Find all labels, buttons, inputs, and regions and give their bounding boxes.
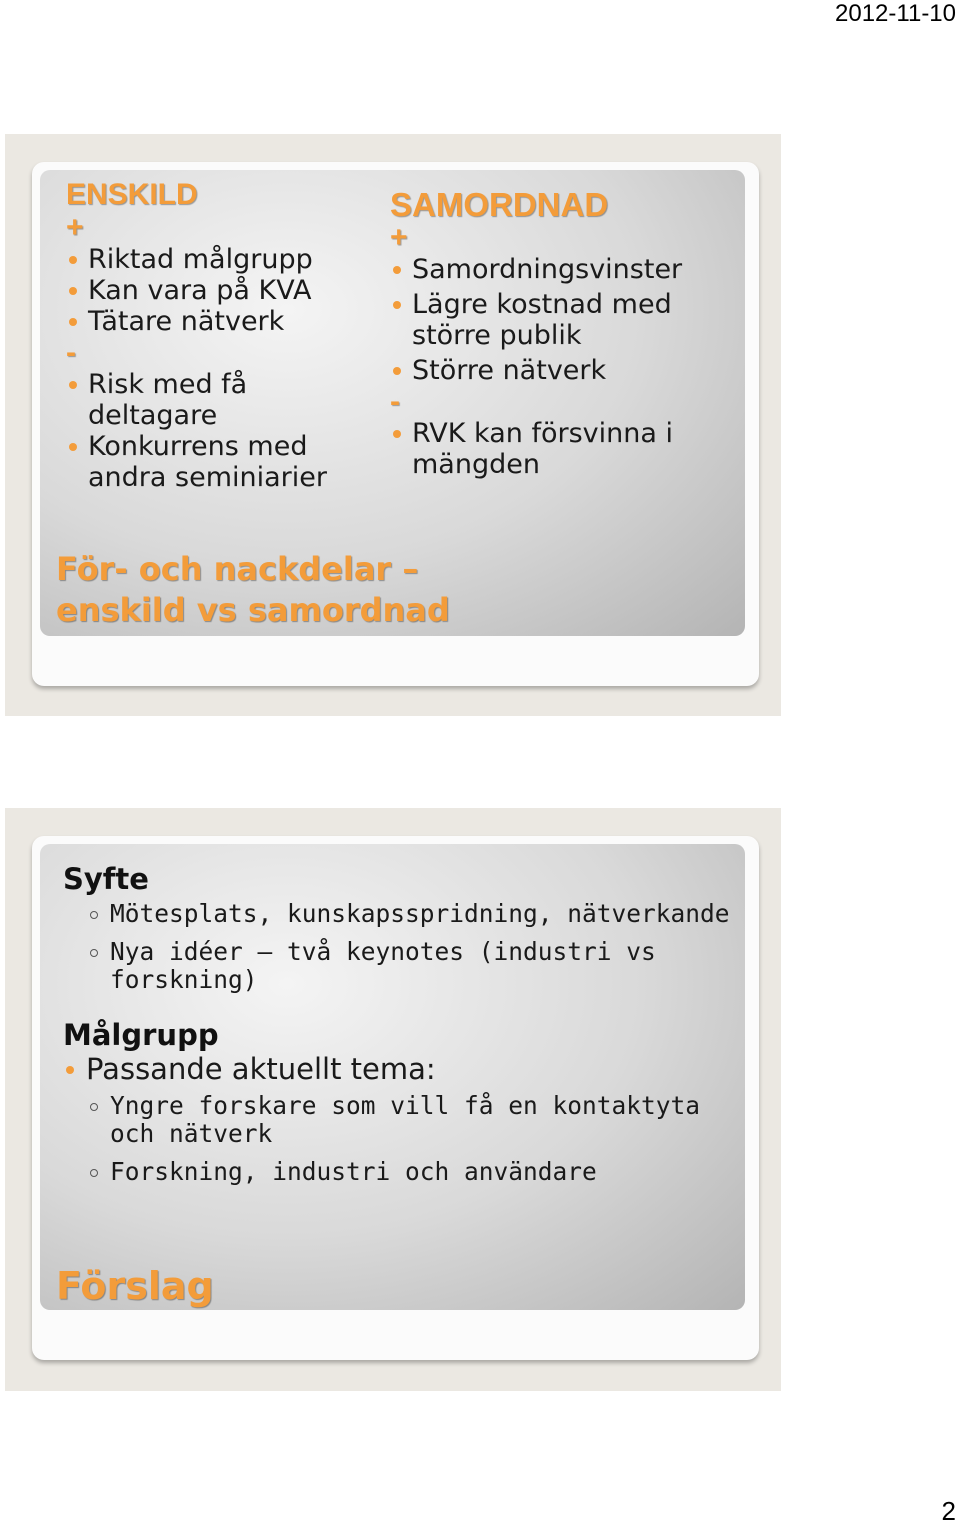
page-number: 2 xyxy=(941,1496,956,1526)
syfte-heading: Syfte xyxy=(63,862,149,896)
enskild-cons xyxy=(66,369,366,493)
list-item: Lägre kostnad med större publik xyxy=(390,289,730,351)
enskild-heading: ENSKILD xyxy=(66,178,198,211)
enskild-minus: - xyxy=(66,336,76,369)
slide-1-title xyxy=(56,549,576,631)
slide-2-card xyxy=(32,836,759,1360)
list-item: Yngre forskare som vill få en kontaktyta och nätverk xyxy=(63,1092,733,1148)
samordnad-pros xyxy=(390,254,730,386)
list-item: Risk med få deltagare xyxy=(66,369,366,431)
malgrupp-heading: Målgrupp xyxy=(63,1018,219,1052)
enskild-column xyxy=(66,178,366,493)
list-item: Riktad målgrupp xyxy=(66,244,366,275)
list-item: Mötesplats, kunskapsspridning, nätverkande xyxy=(63,900,733,928)
list-item: Tätare nätverk xyxy=(66,306,366,337)
enskild-pros xyxy=(66,244,366,337)
list-item: Kan vara på KVA xyxy=(66,275,366,306)
slide-2-title: Förslag xyxy=(56,1264,214,1308)
slide-1-title-line-1: För- och nackdelar – xyxy=(56,550,419,588)
list-item: Nya idéer – två keynotes (industri vs forskning) xyxy=(63,938,733,994)
malgrupp-list xyxy=(63,1092,733,1186)
slide-2-panel xyxy=(40,844,745,1310)
enskild-plus: + xyxy=(66,211,84,244)
slide-1-card xyxy=(32,162,759,686)
syfte-list xyxy=(63,900,733,994)
slide-1-panel xyxy=(40,170,745,636)
samordnad-cons xyxy=(390,418,730,480)
malgrupp-bullets xyxy=(63,1052,733,1086)
slide-1 xyxy=(5,134,781,716)
list-item: Samordningsvinster xyxy=(390,254,730,285)
list-item: Konkurrens med andra seminiarier xyxy=(66,431,366,493)
samordnad-plus: + xyxy=(390,221,408,254)
samordnad-column xyxy=(390,188,730,480)
list-item: Passande aktuellt tema: xyxy=(63,1052,733,1086)
slide-2-content xyxy=(63,862,733,1196)
samordnad-minus: - xyxy=(390,385,400,418)
list-item: Forskning, industri och användare xyxy=(63,1158,733,1186)
samordnad-heading: SAMORDNAD xyxy=(390,186,609,223)
slide-2 xyxy=(5,808,781,1391)
list-item: RVK kan försvinna i mängden xyxy=(390,418,730,480)
slide-1-title-line-2: enskild vs samordnad xyxy=(56,591,450,629)
list-item: Större nätverk xyxy=(390,355,730,386)
header-date: 2012-11-10 xyxy=(835,0,956,27)
